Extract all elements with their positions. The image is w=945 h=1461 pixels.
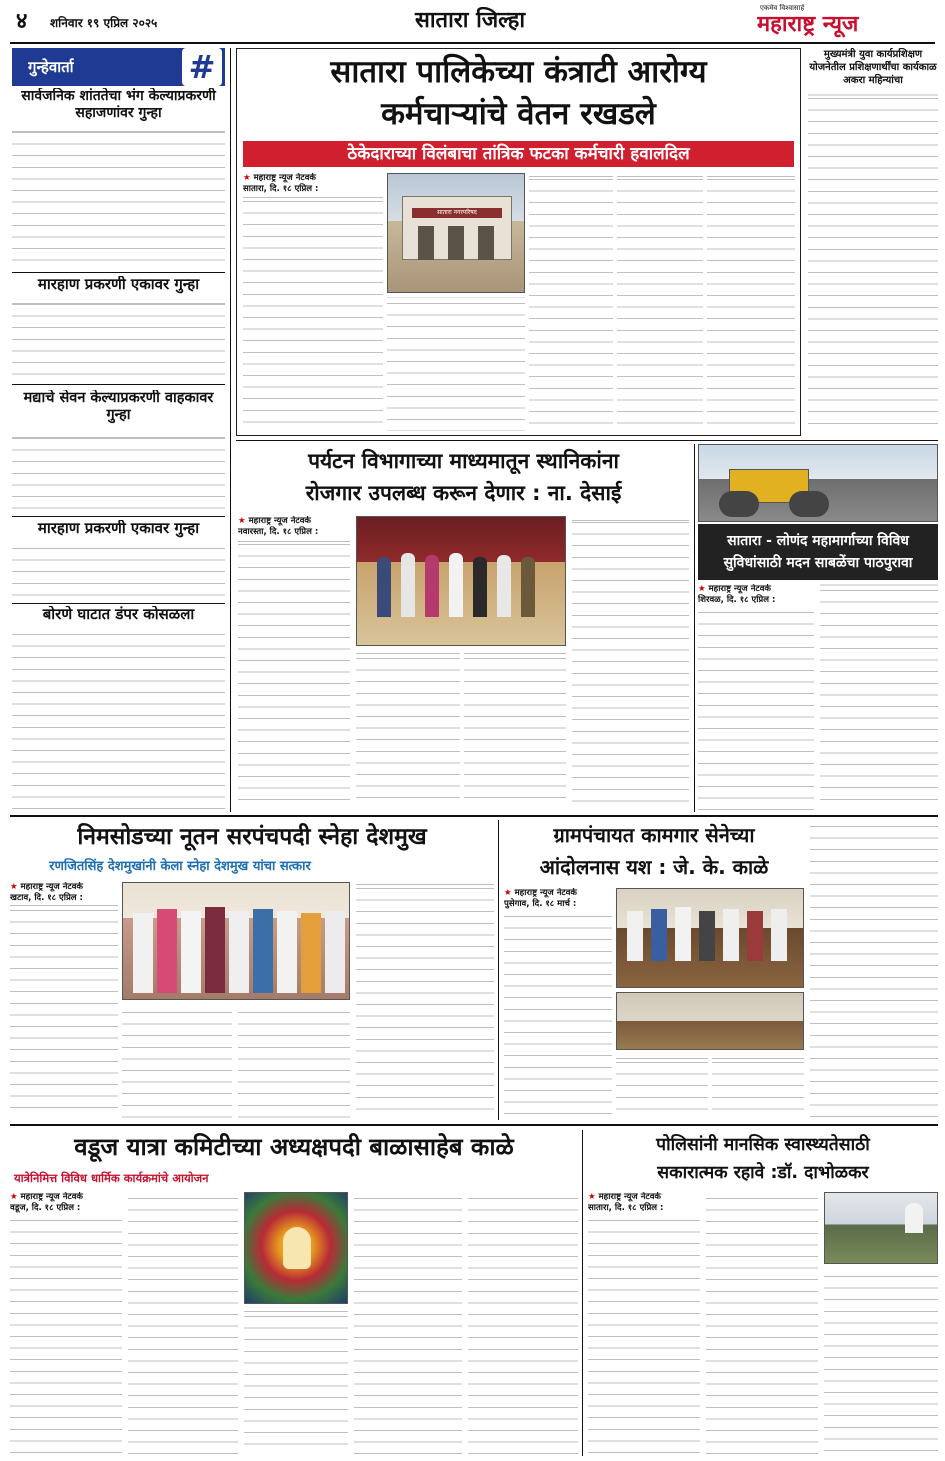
crime-item-1 — [12, 88, 225, 270]
road-roller-photo — [698, 444, 938, 522]
lead-headline-line2: कर्मचाऱ्यांचे वेतन रखडले — [381, 96, 656, 132]
side-story-internship — [808, 48, 938, 436]
side-story-title: मुख्यमंत्री युवा कार्यप्रशिक्षण योजनेतील प्रशिक्षणार्थींचा कार्यकाळ अकरा महिन्यांचा — [809, 49, 937, 86]
page-number: ४ — [16, 10, 28, 34]
tourism-headline-line1: पर्यटन विभागाच्या माध्यमातून स्थानिकांना — [308, 449, 619, 473]
issue-date: शनिवार १९ एप्रिल २०२५ — [50, 16, 158, 30]
deity-idol-photo — [244, 1192, 348, 1304]
vaduj-headline: वडूज यात्रा कमिटीच्या अध्यक्षपदी बाळासाहेब काळे — [74, 1133, 514, 1161]
highway-story — [698, 584, 938, 812]
police-seminar-photo — [824, 1192, 938, 1264]
crime-banner-label: गुन्हेवार्ता — [28, 58, 74, 76]
masthead — [0, 0, 945, 44]
lead-byline: ★ महाराष्ट्र न्यूज नेटवर्क — [243, 173, 316, 183]
highway-headline — [698, 524, 938, 580]
highway-byline: ★ महाराष्ट्र न्यूज नेटवर्क — [698, 584, 771, 594]
lead-subhead: ठेकेदाराच्या विलंबाचा तांत्रिक फटका कर्मचारी हवालदिल — [243, 141, 794, 167]
police-dateline: सातारा, दि. १८ एप्रिल : — [588, 1203, 664, 1213]
crime-item-title: मद्याचे सेवन केल्याप्रकरणी वाहकावर गुन्हा — [23, 390, 214, 423]
vaduj-story — [10, 1130, 578, 1456]
kamgar-headline-line1: ग्रामपंचायत कामगार सेनेच्या — [553, 823, 755, 847]
kamgar-continued-text — [810, 820, 938, 1118]
crime-item-4 — [12, 520, 225, 600]
lead-story — [236, 48, 801, 436]
crime-item-title: मारहाण प्रकरणी एकावर गुन्हा — [37, 520, 200, 537]
municipal-building-photo — [387, 173, 525, 293]
crime-item-title: सार्वजनिक शांततेचा भंग केल्याप्रकरणी सहाजणांवर गुन्हा — [21, 88, 216, 121]
tourism-event-photo — [356, 516, 566, 646]
kamgar-dateline: पुसेगाव, दि. १८ मार्च : — [504, 899, 577, 909]
section-title: सातारा जिल्हा — [414, 8, 526, 33]
sarpanch-felicitation-photo — [122, 882, 350, 1000]
hashtag-icon: # — [182, 48, 222, 86]
police-story — [588, 1130, 938, 1456]
kamgar-headline-line2: आंदोलनास यश : जे. के. काळे — [539, 855, 769, 879]
crime-item-5 — [12, 606, 225, 812]
kamgar-story — [504, 820, 804, 1120]
crime-banner — [12, 48, 225, 86]
highway-headline-text: सातारा - लोणंद महामार्गाच्या विविध सुविधांसाठी मदन साबळेंचा पाठपुरावा — [723, 533, 913, 571]
vaduj-subhead: यात्रेनिमित्त विविध धार्मिक कार्यक्रमांचे आयोजन — [10, 1168, 288, 1188]
crime-item-2 — [12, 276, 225, 381]
highway-dateline: शिरवळ, दि. १८ एप्रिल : — [698, 595, 776, 605]
tourism-headline-line2: रोजगार उपलब्ध करून देणार : ना. देसाई — [305, 481, 622, 505]
lead-dateline: सातारा, दि. १८ एप्रिल : — [243, 184, 319, 194]
brand-logo: महाराष्ट्र न्यूज — [757, 11, 859, 37]
crime-item-3 — [12, 390, 225, 515]
sarpanch-headline: निमसोडच्या नूतन सरपंचपदी स्नेहा देशमुख — [77, 824, 427, 850]
police-headline-line2: सकारात्मक रहावे :डॉ. दाभोळकर — [657, 1163, 869, 1183]
sarpanch-dateline: खटाव, दि. १८ एप्रिल : — [10, 893, 83, 903]
sarpanch-subhead: रणजितसिंह देशमुखांनी केला स्नेहा देशमुख यांचा सत्कार — [49, 859, 311, 874]
police-byline: ★ महाराष्ट्र न्यूज नेटवर्क — [588, 1192, 661, 1202]
brand-tagline: एकमेव विश्वासार्ह — [760, 4, 805, 12]
tourism-dateline: नवारस्ता, दि. १८ एप्रिल : — [238, 527, 319, 537]
crime-item-title: बोरणे घाटात डंपर कोसळला — [42, 606, 195, 623]
sarpanch-byline: ★ महाराष्ट्र न्यूज नेटवर्क — [10, 882, 83, 892]
tourism-byline: ★ महाराष्ट्र न्यूज नेटवर्क — [238, 516, 311, 526]
crime-item-title: मारहाण प्रकरणी एकावर गुन्हा — [37, 276, 200, 293]
kamgar-office-photo — [616, 888, 804, 988]
building-sign: सातारा नगरपरिषद — [437, 209, 477, 216]
kamgar-meeting-photo — [616, 992, 804, 1050]
vaduj-byline: ★ महाराष्ट्र न्यूज नेटवर्क — [10, 1192, 83, 1202]
vaduj-dateline: वडूज, दि. १८ एप्रिल : — [10, 1203, 81, 1213]
tourism-story — [236, 444, 691, 812]
kamgar-byline: ★ महाराष्ट्र न्यूज नेटवर्क — [504, 888, 577, 898]
lead-headline-line1: सातारा पालिकेच्या कंत्राटी आरोग्य — [330, 54, 707, 90]
police-headline-line1: पोलिसांनी मानसिक स्वास्थ्यतेसाठी — [656, 1135, 870, 1155]
sarpanch-story — [10, 820, 494, 1120]
